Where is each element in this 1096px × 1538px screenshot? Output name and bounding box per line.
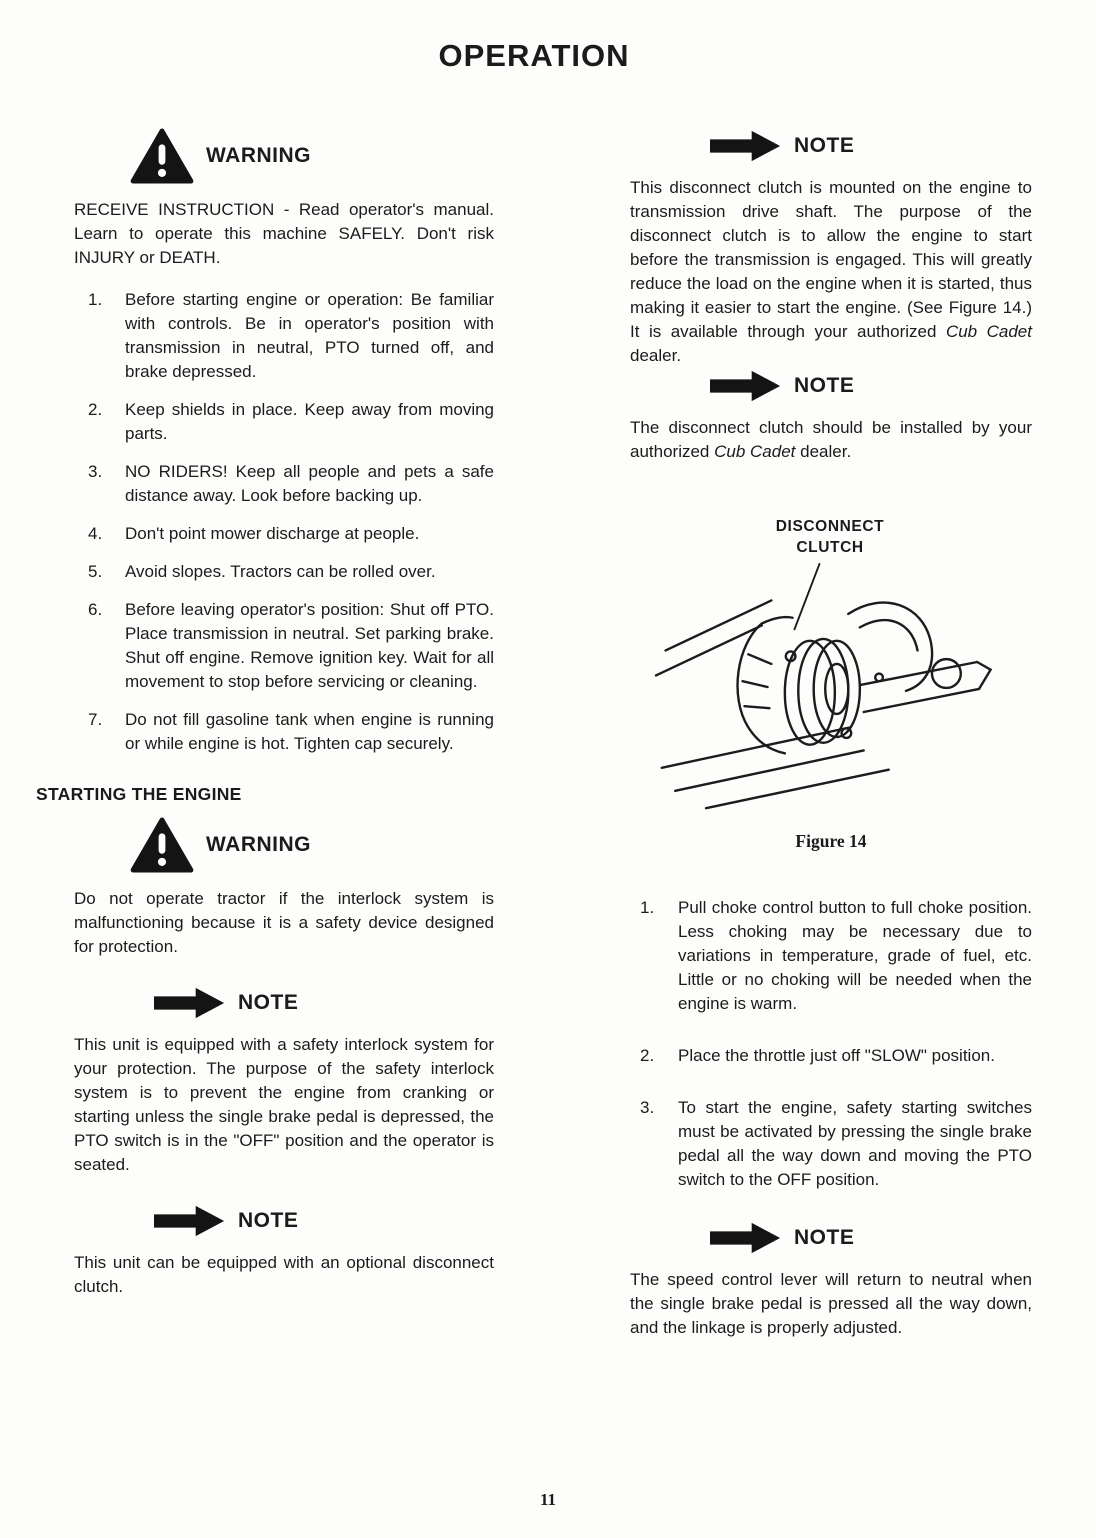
note-arrow-icon xyxy=(710,128,782,164)
warning-label: WARNING xyxy=(206,144,311,167)
list-number: 7. xyxy=(88,710,103,729)
speed-control-note-text: The speed control lever will return to neutral when the single brake pedal is pressed all the way down, and the linkage is properly adjusted. xyxy=(630,1270,1032,1337)
section-heading-starting-engine: STARTING THE ENGINE xyxy=(36,784,242,804)
optional-clutch-note-text: This unit can be equipped with an optional disconnect clutch. xyxy=(74,1253,494,1296)
figure-callout-label xyxy=(720,516,940,558)
disconnect-clutch-illustration xyxy=(645,562,1017,812)
list-item xyxy=(88,522,494,546)
list-number: 2. xyxy=(88,400,103,419)
figure-callout-line2: CLUTCH xyxy=(796,539,864,556)
list-number: 5. xyxy=(88,562,103,581)
interlock-note-text: This unit is equipped with a safety interlock system for your protection. The purpose of the safety interlock system is to prevent the engine from cranking or starting unless the single brake pedal is depressed, the PTO switch is in the "OFF" position and the operator is seated. xyxy=(74,1035,494,1174)
list-item xyxy=(88,398,494,446)
note-header-3-right xyxy=(710,1220,1032,1256)
brand-name-italic: Cub Cadet xyxy=(714,442,796,461)
note-header-1-left xyxy=(154,985,494,1021)
warning-triangle-icon xyxy=(130,128,194,184)
note-arrow-icon xyxy=(710,368,782,404)
figure-caption: Figure 14 xyxy=(795,831,867,851)
disconnect-clutch-note-text xyxy=(630,176,1032,368)
warning-header-2 xyxy=(130,817,494,873)
list-item xyxy=(88,460,494,508)
list-number: 1. xyxy=(88,290,103,309)
figure-callout-line1: DISCONNECT xyxy=(775,518,885,535)
note-text-segment: The disconnect clutch should be installed by your authorized xyxy=(630,418,1032,461)
interlock-warning-text: Do not operate tractor if the interlock system is malfunctioning because it is a safety device designed for protection. xyxy=(74,889,494,956)
note-label: NOTE xyxy=(794,1226,855,1249)
starting-steps-list xyxy=(630,896,1032,1192)
list-text: Keep shields in place. Keep away from moving parts. xyxy=(125,400,494,443)
list-text: Before leaving operator's position: Shut off PTO. Place transmission in neutral. Set parking brake. Shut off engine. Remove ignition key. Wait for all movement to stop before servicing or cleaning. xyxy=(125,600,494,691)
two-column-layout xyxy=(36,128,1032,1340)
note-label: NOTE xyxy=(238,991,299,1014)
warning-triangle-icon xyxy=(130,817,194,873)
safety-instruction-list xyxy=(36,288,494,756)
list-text: Avoid slopes. Tractors can be rolled over. xyxy=(125,562,436,581)
list-item xyxy=(88,560,494,584)
list-text: Place the throttle just off "SLOW" position. xyxy=(678,1046,995,1065)
list-item xyxy=(640,1044,1032,1068)
note-arrow-icon xyxy=(154,1203,226,1239)
brand-name-italic: Cub Cadet xyxy=(945,322,1032,341)
right-column xyxy=(614,128,1032,1340)
list-number: 2. xyxy=(640,1046,655,1065)
note-header-1-right xyxy=(710,128,1032,164)
list-text: Don't point mower discharge at people. xyxy=(125,524,420,543)
list-text: NO RIDERS! Keep all people and pets a safe distance away. Look before backing up. xyxy=(125,462,494,505)
list-item xyxy=(88,708,494,756)
list-item xyxy=(640,1096,1032,1192)
note-label: NOTE xyxy=(794,134,855,157)
list-text: Before starting engine or operation: Be familiar with controls. Be in operator's position with transmission in neutral, PTO turned off, and brake depressed. xyxy=(125,290,494,381)
note-text-segment: This disconnect clutch is mounted on the engine to transmission drive shaft. The purpose of the disconnect clutch is to allow the engine to start before the transmission is engaged. This will greatly reduce the load on the engine when it is started, thus making it easier to start the engine. (See Figure 14.) It is available through your authorized xyxy=(630,178,1032,341)
list-text: Do not fill gasoline tank when engine is running or while engine is hot. Tighten cap securely. xyxy=(125,710,494,753)
note-label: NOTE xyxy=(238,1209,299,1232)
note-text-segment: dealer. xyxy=(795,442,852,461)
note-label: NOTE xyxy=(794,374,855,397)
page-title: OPERATION xyxy=(438,38,630,73)
warning-intro-text: RECEIVE INSTRUCTION - Read operator's manual. Learn to operate this machine SAFELY. Don't risk INJURY or DEATH. xyxy=(74,200,494,267)
note-text-segment: dealer. xyxy=(630,346,682,365)
list-item xyxy=(88,598,494,694)
page-number: 11 xyxy=(539,1490,557,1509)
warning-label: WARNING xyxy=(206,833,311,856)
note-header-2-right xyxy=(710,368,1032,404)
list-number: 6. xyxy=(88,600,103,619)
list-number: 3. xyxy=(88,462,103,481)
list-number: 4. xyxy=(88,524,103,543)
warning-header-1 xyxy=(130,128,494,184)
list-text: Pull choke control button to full choke position. Less choking may be necessary due to variations in temperature, grade of fuel, etc. Little or no choking will be needed when the engine is warm. xyxy=(678,898,1032,1013)
list-item xyxy=(640,896,1032,1016)
list-number: 3. xyxy=(640,1098,655,1117)
list-number: 1. xyxy=(640,898,655,917)
list-item xyxy=(88,288,494,384)
note-arrow-icon xyxy=(710,1220,782,1256)
left-column xyxy=(36,128,494,1340)
list-text: To start the engine, safety starting switches must be activated by pressing the single brake pedal all the way down and moving the PTO switch to the OFF position. xyxy=(678,1098,1032,1189)
note-arrow-icon xyxy=(154,985,226,1021)
note-header-2-left xyxy=(154,1203,494,1239)
clutch-install-note-text xyxy=(630,416,1032,464)
figure-14-block xyxy=(630,516,1032,852)
